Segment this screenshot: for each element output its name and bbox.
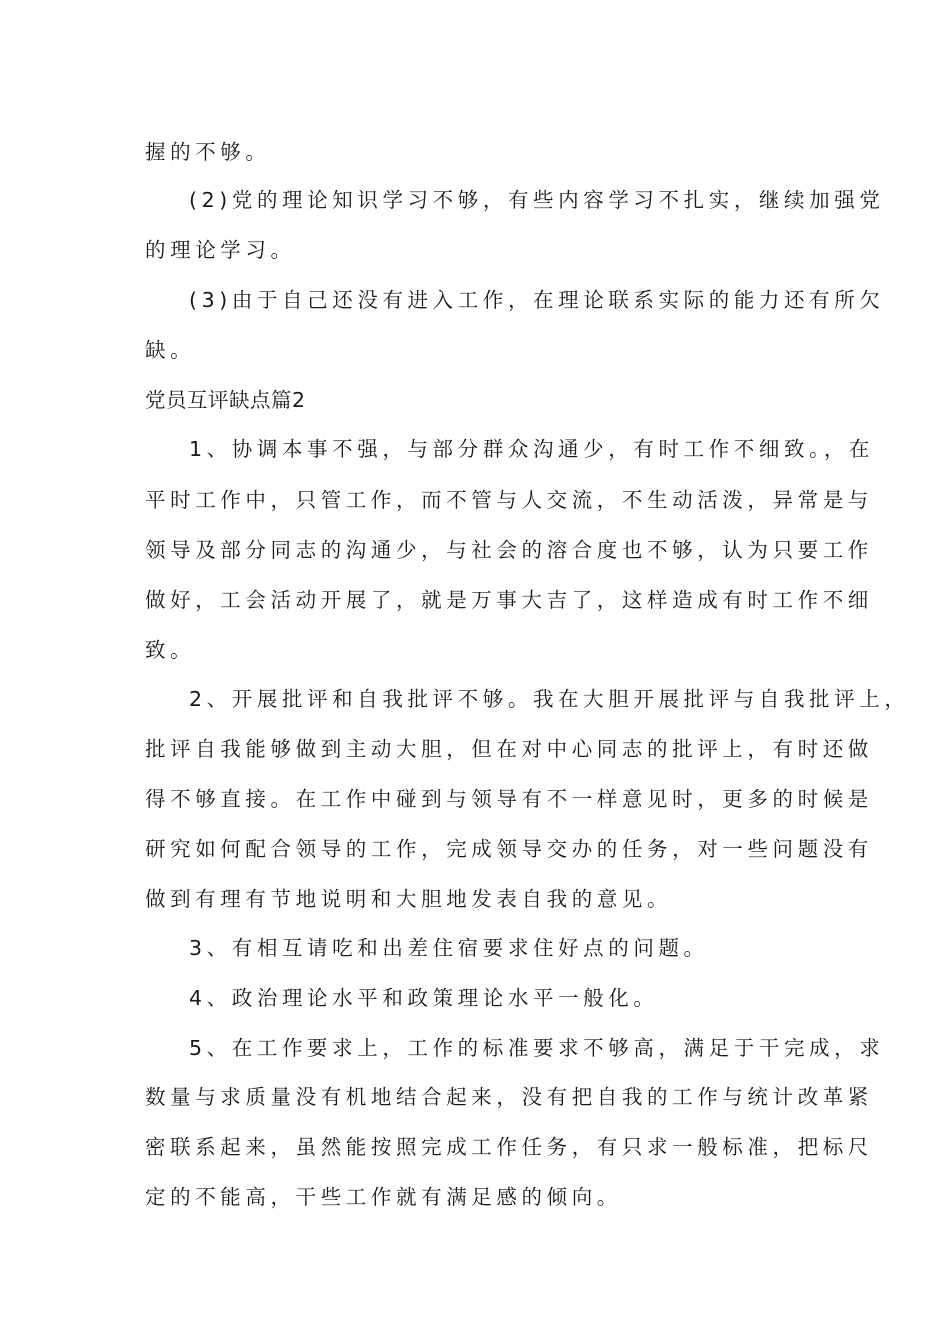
paragraph-line: (2)党的理论知识学习不够，有些内容学习不扎实，继续加强党 xyxy=(189,188,885,212)
paragraph-line: 4、政治理论水平和政策理论水平一般化。 xyxy=(189,986,659,1010)
paragraph-line: 3、有相互请吃和出差住宿要求住好点的问题。 xyxy=(189,936,709,960)
paragraph-line: 领导及部分同志的沟通少，与社会的溶合度也不够，认为只要工作 xyxy=(145,538,873,562)
paragraph-line: 平时工作中，只管工作，而不管与人交流，不生动活泼，异常是与 xyxy=(145,488,873,512)
paragraph-line: 缺。 xyxy=(145,338,196,362)
paragraph-line: 2、开展批评和自我批评不够。我在大胆开展批评与自我批评上， xyxy=(189,687,910,711)
section-heading: 党员互评缺点篇2 xyxy=(145,388,306,412)
paragraph-line: 1、协调本事不强，与部分群众沟通少，有时工作不细致。，在 xyxy=(189,437,875,461)
paragraph-line: 的理论学习。 xyxy=(145,238,296,262)
paragraph-line: (3)由于自己还没有进入工作，在理论联系实际的能力还有所欠 xyxy=(189,288,885,312)
paragraph-line: 研究如何配合领导的工作，完成领导交办的任务，对一些问题没有 xyxy=(145,837,873,861)
paragraph-line: 做好，工会活动开展了，就是万事大吉了，这样造成有时工作不细 xyxy=(145,588,873,612)
paragraph-line: 5、在工作要求上，工作的标准要求不够高，满足于干完成，求 xyxy=(189,1036,885,1060)
paragraph-line: 得不够直接。在工作中碰到与领导有不一样意见时，更多的时候是 xyxy=(145,787,873,811)
paragraph-line: 数量与求质量没有机地结合起来，没有把自我的工作与统计改革紧 xyxy=(145,1085,873,1109)
paragraph-line: 致。 xyxy=(145,638,196,662)
paragraph-line: 握的不够。 xyxy=(145,140,271,164)
paragraph-line: 密联系起来，虽然能按照完成工作任务，有只求一般标准，把标尺 xyxy=(145,1135,873,1159)
paragraph-line: 批评自我能够做到主动大胆，但在对中心同志的批评上，有时还做 xyxy=(145,737,873,761)
paragraph-line: 做到有理有节地说明和大胆地发表自我的意见。 xyxy=(145,887,673,911)
paragraph-line: 定的不能高，干些工作就有满足感的倾向。 xyxy=(145,1185,622,1209)
